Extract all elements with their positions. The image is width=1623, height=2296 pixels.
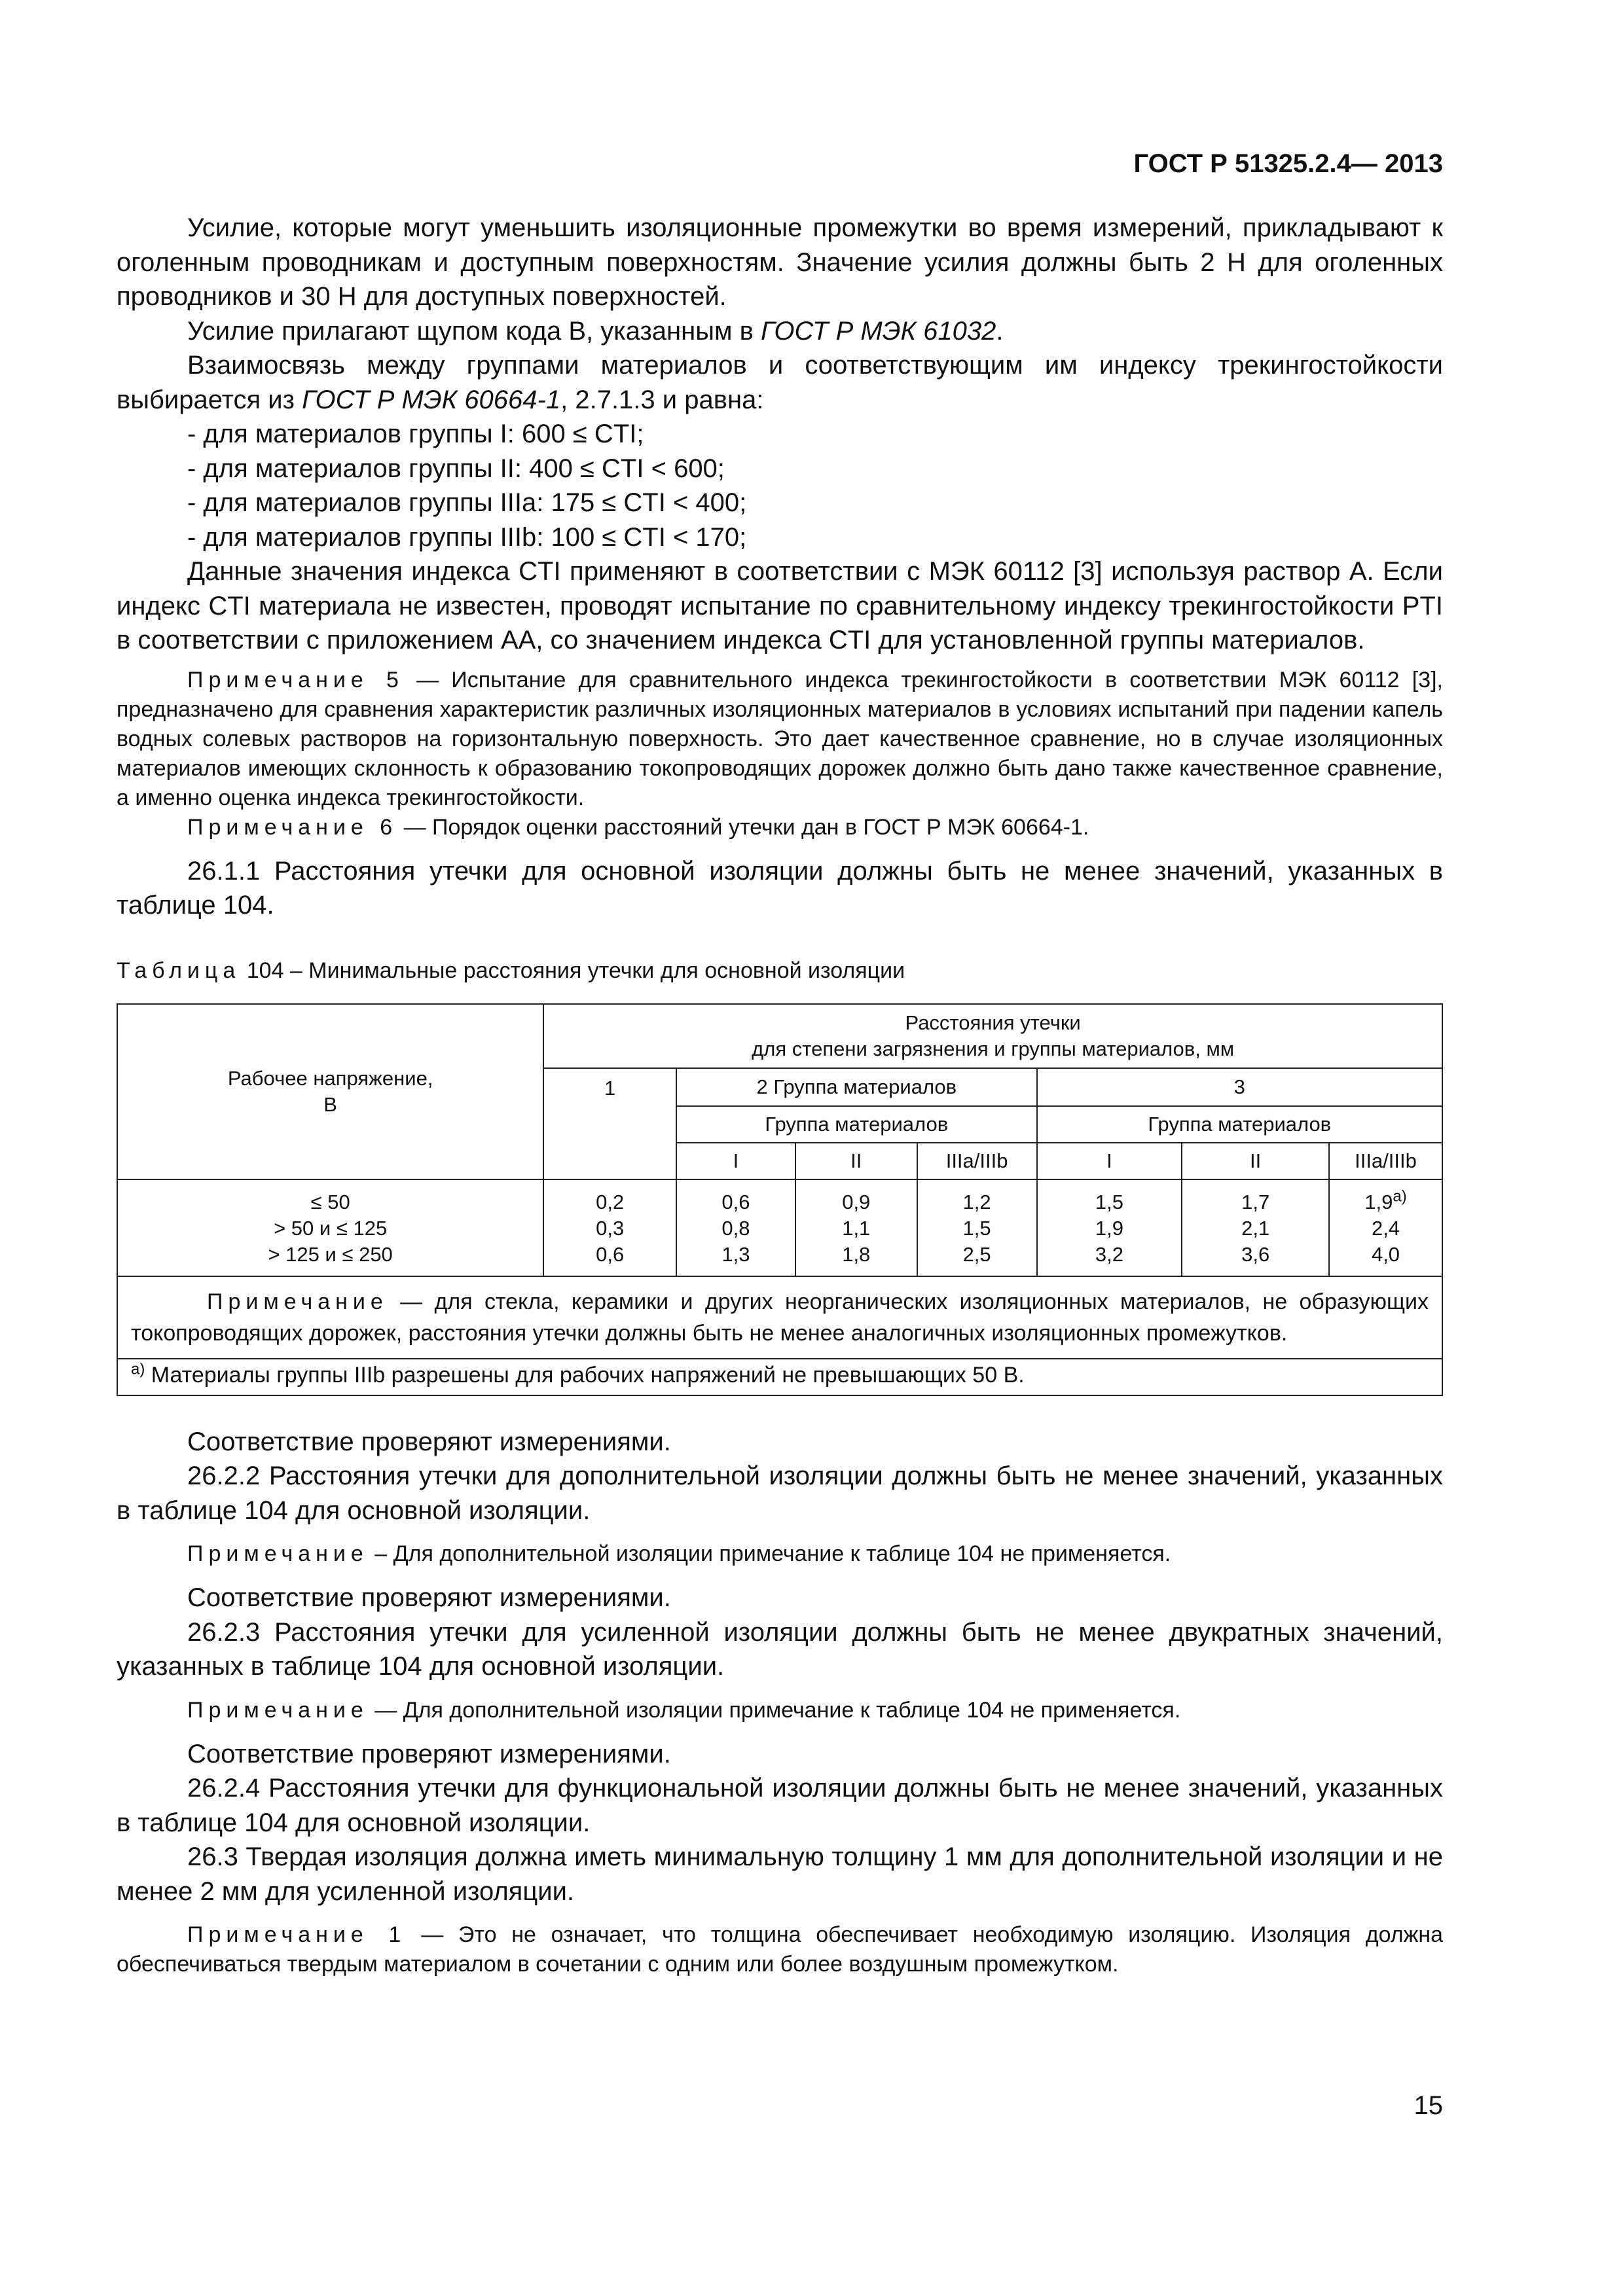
table-value: 2,5 [962, 1242, 991, 1266]
note-label: Примечание [187, 1697, 369, 1723]
table-title [117, 958, 1443, 984]
header-creepage-line: Расстояния утечки [905, 1011, 1081, 1034]
table-value: 1,2 [962, 1190, 991, 1213]
pd2-iii-cell [917, 1179, 1037, 1276]
table-value: 1,8 [842, 1242, 871, 1266]
note-text: — Это не означает, что толщина обеспечивает необходимую изоляцию. Изоляция должна обеспечиваться твердым материалом в сочетании с одним или более воздушным промежутком. [117, 1922, 1443, 1977]
header-creepage-line: для степени загрязнения и группы материалов, мм [752, 1037, 1235, 1060]
table-label: Таблица [117, 958, 241, 983]
header-creepage [543, 1004, 1442, 1068]
header-voltage-unit: В [323, 1092, 337, 1116]
paragraph-26-1-1: 26.1.1 Расстояния утечки для основной изоляции должны быть не менее значений, указанных в таблице 104. [117, 856, 1443, 920]
voltage-value: > 50 и ≤ 125 [274, 1216, 388, 1240]
footnote-mark: а) [1393, 1187, 1407, 1206]
note-label: Примечание 5 [187, 667, 404, 692]
pd2-i-cell [676, 1179, 795, 1276]
list-item: - для материалов группы I: 600 ≤ CTI; [187, 420, 644, 448]
pd3-iii-cell [1329, 1179, 1442, 1276]
note-6 [117, 813, 1443, 842]
table-value: 1,7 [1241, 1190, 1270, 1213]
table-value: 3,6 [1241, 1242, 1270, 1266]
paragraph-26-3: 26.3 Твердая изоляция должна иметь минимальную толщину 1 мм для дополнительной изоляции и не менее 2 мм для усиленной изоляции. [117, 1842, 1443, 1906]
compliance-check: Соответствие проверяют измерениями. [187, 1739, 671, 1768]
paragraph-26-2-3: 26.2.3 Расстояния утечки для усиленной изоляции должны быть не менее двукратных значений, указанных в таблице 104 для основной изоляции. [117, 1617, 1443, 1681]
table-value: 1,3 [721, 1242, 750, 1266]
table-note [117, 1276, 1442, 1359]
header-voltage-line: Рабочее напряжение, [227, 1066, 433, 1090]
header-group-ii: II [1182, 1143, 1329, 1179]
list-item: - для материалов группы IIIa: 175 ≤ CTI < 400; [187, 488, 747, 517]
note-text: — Порядок оценки расстояний утечки дан в ГОСТ Р МЭК 60664-1. [397, 814, 1089, 840]
probe-text: Усилие прилагают щупом кода В, указанным в [187, 316, 761, 346]
voltage-value: > 125 и ≤ 250 [268, 1242, 393, 1266]
table-value-footnoted [1335, 1189, 1436, 1215]
note-5 [117, 666, 1443, 813]
note-label: Примечание 6 [187, 814, 398, 840]
voltage-cell [117, 1179, 543, 1276]
paragraph-force: Усилие, которые могут уменьшить изоляционные промежутки во время измерений, прикладывают к оголенным проводникам и доступным поверхностям. Значение усилия должны быть 2 Н для оголенных проводников и 30 Н для доступных поверхностей. [117, 213, 1443, 311]
probe-text-end: . [996, 316, 1004, 346]
pd3-ii-cell [1182, 1179, 1329, 1276]
standard-reference: ГОСТ Р МЭК 61032 [760, 316, 996, 346]
note-reinforced [117, 1696, 1443, 1725]
paragraph-probe [117, 314, 1443, 349]
pd3-i-cell [1037, 1179, 1182, 1276]
table-value: 3,2 [1095, 1242, 1123, 1266]
table-value: 0,6 [721, 1190, 750, 1213]
table-value: 1,9 [1095, 1216, 1123, 1240]
table-caption: 104 – Минимальные расстояния утечки для основной изоляции [240, 958, 905, 983]
pd1-cell [543, 1179, 676, 1276]
table-value: 0,9 [842, 1190, 871, 1213]
note-text: — Испытание для сравнительного индекса трекингостойкости в соответствии МЭК 60112 [3], предназначено для сравнения характеристик различных изоляционных материалов в условиях испытаний при падении капель водных солевых растворов на горизонтальную поверхность. Это дает качественное сравнение, но в случае изоляционных материалов имеющих склонность к образованию токопроводящих дорожек должно быть дано также качественное сравнение, а именно оценка индекса трекингостойкости. [117, 667, 1443, 810]
groups-text-end: , 2.7.1.3 и равна: [560, 385, 764, 414]
header-pd1: 1 [543, 1068, 676, 1179]
table-value: 2,1 [1241, 1216, 1270, 1240]
note-supplementary [117, 1539, 1443, 1569]
table-data-row [117, 1179, 1442, 1276]
table-value: 0,3 [596, 1216, 625, 1240]
table-value: 1,9 [1364, 1190, 1393, 1213]
footnote-text: Материалы группы IIIb разрешены для рабочих напряжений не превышающих 50 В. [145, 1362, 1025, 1388]
header-pd3: 3 [1037, 1068, 1442, 1106]
header-material-group: Группа материалов [1037, 1106, 1442, 1143]
header-group-iii: IIIa/IIIb [1329, 1143, 1442, 1179]
note-solid-insulation [117, 1920, 1443, 1979]
list-item: - для материалов группы IIIb: 100 ≤ CTI < 170; [187, 522, 747, 552]
paragraph-cti: Данные значения индекса CTI применяют в соответствии с МЭК 60112 [3] используя раствор А. Если индекс CTI материала не известен, проводят испытание по сравнительному индексу трекингостойкости PTI в соответствии с приложением АА, со значением индекса CTI для установленной группы материалов. [117, 557, 1443, 655]
standard-reference: ГОСТ Р МЭК 60664-1 [302, 385, 561, 414]
header-pd2: 2 Группа материалов [676, 1068, 1036, 1106]
note-label: Примечание 1 [187, 1922, 407, 1947]
table-value: 1,5 [1095, 1190, 1123, 1213]
table-footnote [117, 1359, 1442, 1395]
paragraph-26-2-4: 26.2.4 Расстояния утечки для функциональной изоляции должны быть не менее значений, указанных в таблице 104 для основной изоляции. [117, 1774, 1443, 1837]
header-group-i: I [676, 1143, 795, 1179]
document-header: ГОСТ Р 51325.2.4— 2013 [1133, 149, 1443, 178]
table-value: 2,4 [1371, 1216, 1400, 1240]
header-material-group: Группа материалов [676, 1106, 1036, 1143]
groups-text: Взаимосвязь между группами материалов и соответствующим им индексу трекингостойкости выбирается из [117, 351, 1443, 414]
header-voltage [117, 1004, 543, 1179]
table-value: 1,5 [962, 1216, 991, 1240]
note-label: Примечание [187, 1541, 369, 1566]
table-value: 1,1 [842, 1216, 871, 1240]
note-text: – Для дополнительной изоляции примечание к таблице 104 не применяется. [368, 1541, 1171, 1566]
table-value: 0,8 [721, 1216, 750, 1240]
table-value: 0,6 [596, 1242, 625, 1266]
footnote-mark: а) [131, 1360, 145, 1378]
creepage-table [117, 1003, 1443, 1396]
compliance-check: Соответствие проверяют измерениями. [187, 1427, 671, 1456]
compliance-check: Соответствие проверяют измерениями. [187, 1583, 671, 1612]
header-group-i: I [1037, 1143, 1182, 1179]
note-text: — для стекла, керамики и других неорганических изоляционных материалов, не образующих токопроводящих дорожек, расстояния утечки должны быть не менее аналогичных изоляционных промежутков. [131, 1289, 1429, 1346]
paragraph-26-2-2: 26.2.2 Расстояния утечки для дополнительной изоляции должны быть не менее значений, указанных в таблице 104 для основной изоляции. [117, 1462, 1443, 1525]
table-value: 0,2 [596, 1190, 625, 1213]
page-number: 15 [1413, 2091, 1443, 2120]
document-body [117, 211, 1443, 1979]
header-group-ii: II [795, 1143, 917, 1179]
header-group-iii: IIIa/IIIb [917, 1143, 1037, 1179]
voltage-value: ≤ 50 [310, 1190, 350, 1213]
list-item: - для материалов группы II: 400 ≤ CTI < 600; [187, 454, 725, 483]
table-value: 4,0 [1371, 1242, 1400, 1266]
pd2-ii-cell [795, 1179, 917, 1276]
paragraph-material-groups [117, 348, 1443, 417]
note-text: — Для дополнительной изоляции примечание к таблице 104 не применяется. [368, 1697, 1181, 1723]
note-label: Примечание [207, 1289, 388, 1314]
